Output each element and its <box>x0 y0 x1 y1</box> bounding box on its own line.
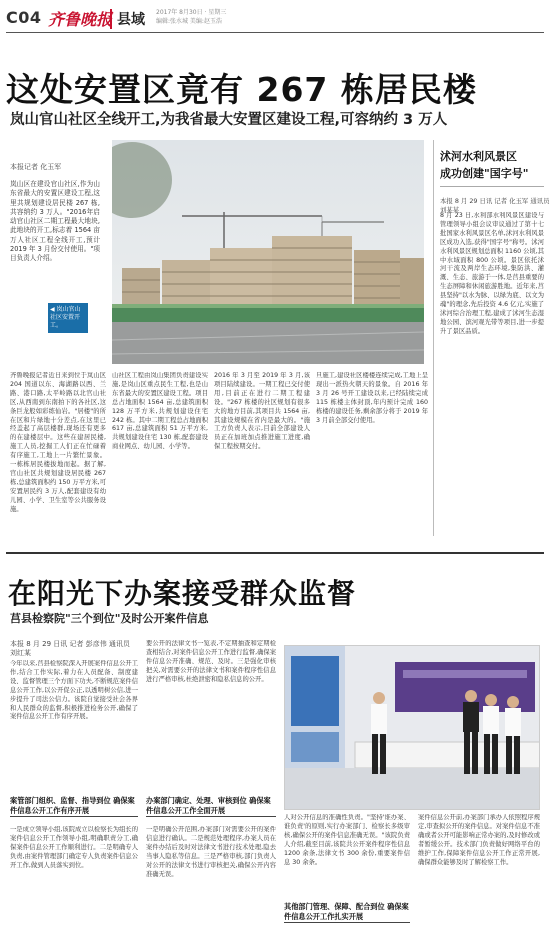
story2-photo <box>284 645 540 810</box>
story1-column-1: 齐鲁晚报记者近日来到位于岚山区 204 国道以东、海湖路以西、兰路、港口路,太平岭路以北官山社区,从西南到东南拍下的各社区,这条巨龙般如彩练仙岩。"居楼"的所在区和片绿地十分差点,在这里已经盖起了高层楼群,现场还有更多的在建楼层中。这些在建居民楼,施工人员,挖掘工人们正在忙碌着有序施工,工地上一片繁忙景象。一栋栋居民楼拔地而起。据了解,官山社区共规划建设居民楼 267 栋,总建筑面积约 150 万平方米,可安置居民约 3 万人,配套建设有幼儿园、小学、卫生室等公共服务设施。 <box>10 372 106 513</box>
sidebar-headline <box>440 148 546 182</box>
editor-line: 编辑:张水城 美编:赵玉浩 <box>156 18 222 25</box>
sidebar-byline: 本报 8 月 29 日讯 记者 化玉军 通讯员 刘某某 <box>440 197 550 214</box>
photo-caption-text: 岚山官山社区安置开工。 <box>50 306 81 329</box>
story2-column-3: 人对公开信息的准确性负责。"坚持'谁办案、谁负责'的原则,实行办案部门、检察长多级审核,确保公开的案件信息准确无误。"该院负责人介绍,截至目前,该院共公开案件程序性信息 1200 余条,法律文书 300 余份,重要案件信息 30 余条。 <box>284 814 410 866</box>
sidebar-rule <box>440 186 544 187</box>
story2-column-1: 今年以来,莒县检察院深入开展案件信息公开工作,结合工作实际,着力在人员配备、制度建设、监督管理三个方面下功夫,不断规范案件信息公开工作,以公开促公正,以透明树公信,进一步提升了司法公信力。该院自觉接受社会各界和人民群众的监督,积极推进检务公开,确保了案件信息公开工作有序开展。 <box>10 660 138 721</box>
story2-subheadline: 莒县检察院"三个到位"及时公开案件信息 <box>10 612 209 625</box>
story2-headline: 在阳光下办案接受群众监督 <box>8 577 357 610</box>
story2-column-2: 要公开的法律文书一览表,不定期抽查和定期检查相结合,对案件信息公开工作进行监督,确保案件信息公开准确、规范、及时。三是强化审核把关,对需要公开的法律文书和案件程序性信息进行严格审核,杜绝泄密和隐私信息的公开。 <box>146 640 276 683</box>
story1-photo <box>112 140 424 364</box>
newspaper-logo: 齐鲁晚报 <box>48 10 113 29</box>
story1-lead: 岚山区在建设官山社区,作为山东省最大的安置区建设工程,这里共规划建设居民楼 267 栋,共容纳约 3 万人。"2016年启动官山社区二期工程最大地块,此地块的开工,标志着 1564 亩万人社区工程全线开工,预计 2019 年 3 月份交付使用。"项目负责人介绍。 <box>10 180 100 263</box>
section-title: 县域 <box>110 9 145 29</box>
story2-column-2b: 一是明确公开范围,办案部门对需要公开的案件信息进行确认。二是规范处理程序,办案人员在案件办结后及时对法律文书进行技术处理,隐去当事人隐私等信息。三是严格审核,部门负责人对公开的法律文书进行审核把关,确保公开内容准确无误。 <box>146 826 276 878</box>
story1-subheadline: 岚山官山社区全线开工,为我省最大安置区建设工程,可容纳约 3 万人 <box>10 112 448 128</box>
story1-headline: 这处安置区竟有 267 栋居民楼 <box>6 70 477 109</box>
story1-byline: 本报记者 化玉军 <box>10 163 62 171</box>
date-line: 2017年 8月30日 · 星期三 <box>156 9 227 16</box>
story2-byline: 本报 8 月 29 日讯 记者 彭彦伟 通讯员 刘红某 <box>10 640 130 657</box>
sidebar-title-highlight: "国字号" <box>484 167 529 180</box>
story1-column-2: 山社区工程由岚山集团负责建设实施,是岚山区重点民生工程,也是山东省最大的安置区建设工程。项目总占地面积 1564 亩,总建筑面积 128 万平方米,共规划建设住宅 242 栋。其中二期工程总占地面积 617 亩,总建筑面积 51 万平方米,共规划建设住宅 130 栋,配套建设商业网点、幼儿园、小学等。 <box>112 372 208 451</box>
masthead-rule <box>6 32 544 33</box>
photo-caption <box>48 303 88 333</box>
story2-subhead-2: 办案部门确定、处理、审核到位 确保案件信息公开工作全面开展 <box>146 796 276 817</box>
sidebar-title-line2 <box>440 165 546 182</box>
sidebar-body: 8 月 23 日,水利部水利风景区建设与管理领导小组会议审议通过了第十七批国家水利风景区名单,沭河水利风景区成功入选,获得"国字号"称号。沭河水利风景区规划总面积 1160 公顷,其中水域面积 800 公顷。景区依托沭河干流及两岸生态环境,集防洪、灌溉、生态、旅游于一体,是莒县重要的生态屏障和休闲旅游胜地。近年来,莒县坚持"以水为脉、以绿为底、以文为魂"的理念,先后投资 4.6 亿元,实施了沭河综合治理工程,建成了沭河生态湿地公园、滨河观光带等项目,进一步提升了景区品质。 <box>440 212 544 335</box>
story2-subhead-3: 其他部门管理、保障、配合到位 确保案件信息公开工作扎实开展 <box>284 902 410 923</box>
sidebar-title-pre: 成功创建 <box>440 167 484 180</box>
story2-subhead-1: 案管部门组织、监督、指导到位 确保案件信息公开工作有序开展 <box>10 796 138 817</box>
masthead-meta <box>156 8 226 26</box>
page-number: C04 <box>6 8 42 27</box>
caption-arrow-icon: ◀ <box>50 306 57 313</box>
story1-column-3: 2016 年 3 月至 2019 年 3 月,该项目陆续建设。一期工程已交付使用,目前正在进行二期工程建设。"267 栋楼的社区规划有很多大的地方目前,其项目共 1564 亩,其建设规模在省内是最大的。"施工方负责人表示,目前全部建设人员正在加班加点推进施工进度,确保工程按期交付。 <box>214 372 310 451</box>
sidebar-title-line1: 沭河水利风景区 <box>440 150 517 163</box>
story2-column-4: 案件信息公开前,办案部门承办人依照程序规定,审查拟公开的案件信息。对案件信息不准确或者公开可能影响正常办案的,及时修改或者暂缓公开。技术部门负责做好网络平台的维护工作,保障案件信息公开工作正常开展,确保群众能够及时了解检察工作。 <box>418 814 540 866</box>
sidebar-divider <box>433 140 434 536</box>
masthead <box>6 6 544 32</box>
story-separator <box>6 552 544 554</box>
story2-column-1b: 一是成立领导小组,该院成立以检察长为组长的案件信息公开工作领导小组,明确职责分工,确保案件信息公开工作顺利进行。二是明确专人负责,由案件管理部门确定专人负责案件信息公开工作,做到人员落实到位。 <box>10 826 138 869</box>
story1-column-4: 旦施工,建设社区楼楼连续完成,工地上呈现出一派热火朝天的景象。自 2016 年 3 月 26 号开工建设以来,已经陆续完成 115 栋楼主体封顶,年内预计完成 160 栋楼的建设任务,剩余部分将于 2019 年 3 月前全部交付使用。 <box>316 372 428 424</box>
